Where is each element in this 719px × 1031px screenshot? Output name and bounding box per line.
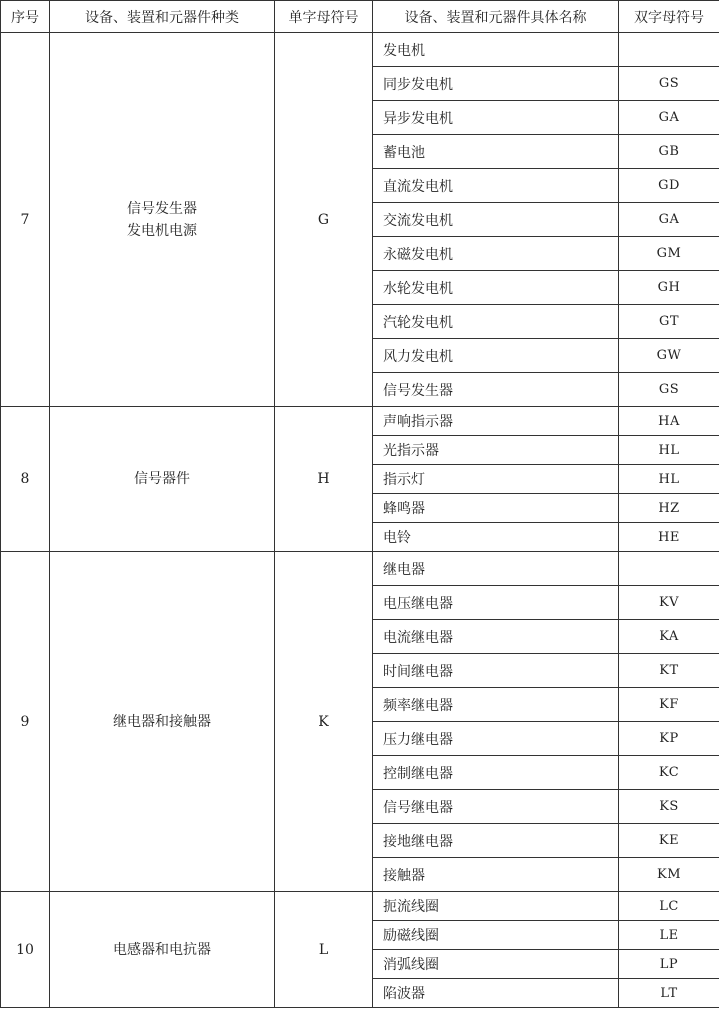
item-code: KS [619,790,719,824]
item-code: GD [619,169,719,203]
item-code: KT [619,654,719,688]
item-code: GH [619,271,719,305]
header-specific-name: 设备、装置和元器件具体名称 [373,1,619,33]
group-number: 8 [1,407,50,552]
header-row [1,1,719,33]
group-kind-line: 继电器和接触器 [113,713,211,730]
item-code: LE [619,921,719,950]
header-kind: 设备、装置和元器件种类 [50,1,275,33]
header-single-letter: 单字母符号 [275,1,373,33]
item-name: 频率继电器 [373,688,619,722]
item-name: 风力发电机 [373,339,619,373]
item-name: 扼流线圈 [373,892,619,921]
item-code: GA [619,101,719,135]
item-code: HZ [619,494,719,523]
item-name: 水轮发电机 [373,271,619,305]
group-letter: K [275,552,373,892]
group-letter: L [275,892,373,1008]
group-kind-line: 电感器和电抗器 [113,941,211,958]
item-name: 继电器 [373,552,619,586]
item-code: HL [619,436,719,465]
item-code: GT [619,305,719,339]
item-name: 消弧线圈 [373,950,619,979]
item-code: GS [619,67,719,101]
item-code: LT [619,979,719,1008]
item-name: 光指示器 [373,436,619,465]
item-name: 发电机 [373,33,619,67]
item-name: 接地继电器 [373,824,619,858]
table-row [1,892,719,921]
item-code: GS [619,373,719,407]
item-code: KC [619,756,719,790]
item-name: 异步发电机 [373,101,619,135]
item-name: 同步发电机 [373,67,619,101]
group-number: 9 [1,552,50,892]
table-row [1,33,719,67]
item-code: KF [619,688,719,722]
item-code: GA [619,203,719,237]
item-code [619,33,719,67]
item-name: 电流继电器 [373,620,619,654]
item-name: 信号发生器 [373,373,619,407]
item-name: 直流发电机 [373,169,619,203]
item-name: 接触器 [373,858,619,892]
item-code: KM [619,858,719,892]
item-code: GB [619,135,719,169]
item-name: 声响指示器 [373,407,619,436]
item-code: GW [619,339,719,373]
group-number: 7 [1,33,50,407]
item-name: 汽轮发电机 [373,305,619,339]
group-kind-line: 信号发生器 [127,200,197,217]
group-letter: H [275,407,373,552]
item-code [619,552,719,586]
item-code: LC [619,892,719,921]
item-code: KE [619,824,719,858]
header-double-letter: 双字母符号 [619,1,719,33]
group-kind-line: 发电机电源 [127,222,197,239]
item-name: 压力继电器 [373,722,619,756]
item-name: 永磁发电机 [373,237,619,271]
item-name: 电铃 [373,523,619,552]
item-code: HL [619,465,719,494]
item-code: KP [619,722,719,756]
header-index: 序号 [1,1,50,33]
item-code: KA [619,620,719,654]
group-kind-line: 信号器件 [134,471,190,487]
group-letter: G [275,33,373,407]
item-code: HE [619,523,719,552]
item-code: GM [619,237,719,271]
item-name: 时间继电器 [373,654,619,688]
group-number: 10 [1,892,50,1008]
group-kind [50,33,275,407]
item-code: LP [619,950,719,979]
item-name: 交流发电机 [373,203,619,237]
item-name: 控制继电器 [373,756,619,790]
item-name: 陷波器 [373,979,619,1008]
item-code: KV [619,586,719,620]
table-row [1,407,719,436]
item-name: 蓄电池 [373,135,619,169]
group-kind [50,552,275,892]
item-name: 指示灯 [373,465,619,494]
item-code: HA [619,407,719,436]
item-name: 电压继电器 [373,586,619,620]
table-row [1,552,719,586]
group-kind [50,407,275,552]
item-name: 励磁线圈 [373,921,619,950]
group-kind [50,892,275,1008]
item-name: 信号继电器 [373,790,619,824]
item-name: 蜂鸣器 [373,494,619,523]
